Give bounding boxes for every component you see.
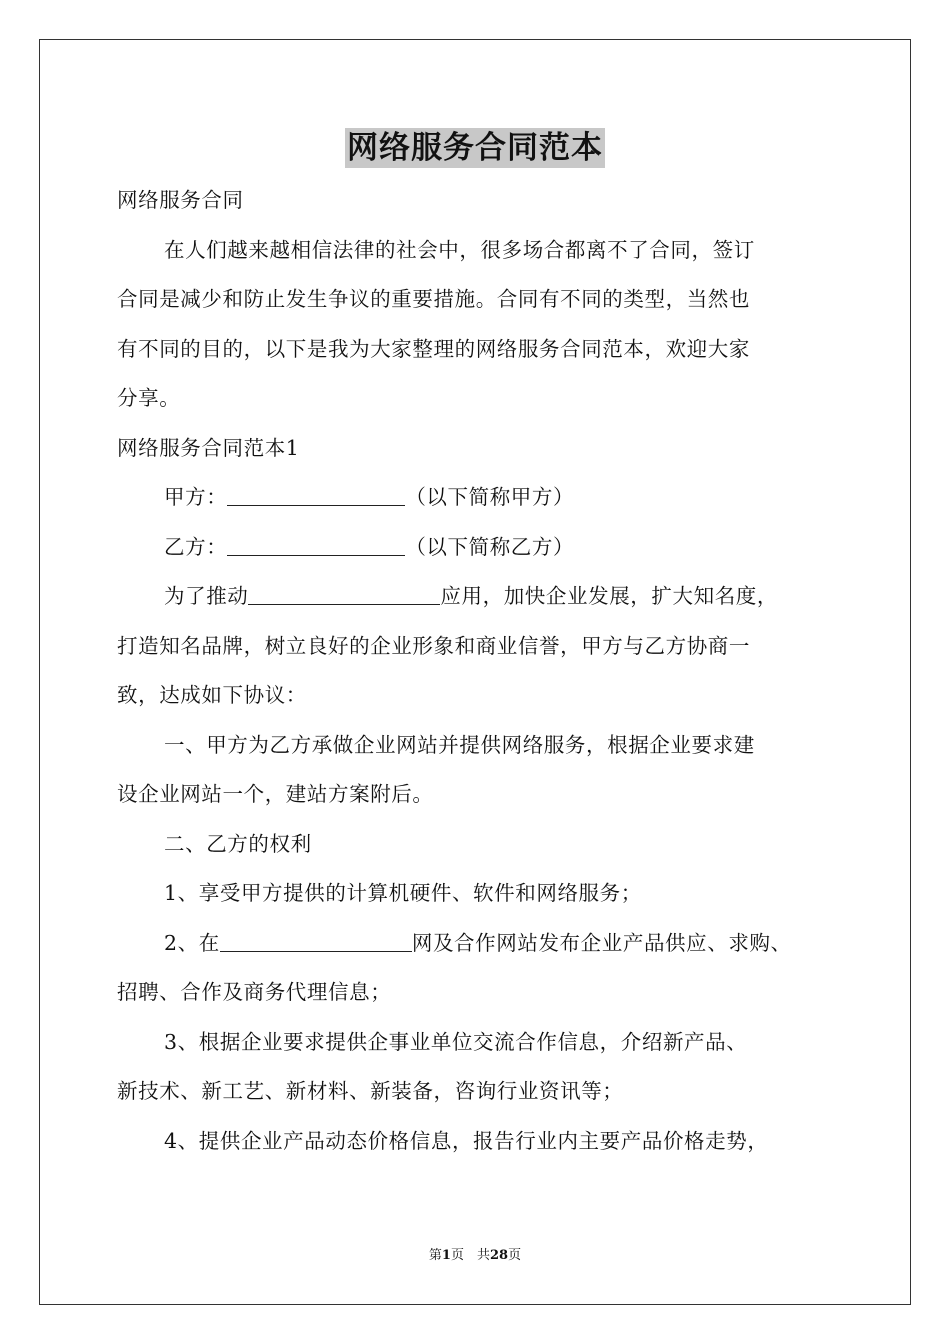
paragraph-line: 设企业网站一个，建站方案附后。 — [117, 782, 434, 806]
paragraph-line — [117, 572, 837, 622]
application-blank — [248, 582, 440, 605]
party-b-line — [117, 523, 837, 573]
paragraph-line: 致，达成如下协议： — [117, 683, 307, 707]
party-b-blank — [227, 533, 405, 556]
total-page-count: 28 — [489, 1248, 509, 1263]
paragraph-line: 分享。 — [117, 386, 181, 410]
paragraph-line: 有不同的目的，以下是我为大家整理的网络服务合同范本，欢迎大家 — [117, 336, 750, 361]
clause-item: 4、提供企业产品动态价格信息，报告行业内主要产品价格走势， — [164, 1128, 769, 1153]
paragraph-line: 新技术、新工艺、新材料、新装备，咨询行业资讯等； — [117, 1079, 624, 1103]
footer-mid: 页 共 — [450, 1248, 490, 1263]
party-a-label: 甲方： — [164, 485, 228, 509]
text-fragment: 为了推动 — [164, 584, 249, 608]
paragraph-line: 打造知名品牌，树立良好的企业形象和商业信誉，甲方与乙方协商一 — [117, 633, 750, 658]
paragraph-line: 合同是减少和防止发生争议的重要措施。合同有不同的类型，当然也 — [117, 287, 750, 311]
title-container — [0, 128, 950, 168]
footer-suffix: 页 — [508, 1248, 522, 1263]
party-b-note: （以下简称乙方） — [405, 534, 575, 559]
party-a-blank — [227, 483, 405, 506]
footer-prefix: 第 — [428, 1248, 442, 1263]
paragraph-line: 招聘、合作及商务代理信息； — [117, 980, 392, 1004]
paragraph-line: 一、甲方为乙方承做企业网站并提供网络服务，根据企业要求建 — [164, 732, 755, 757]
section-heading: 网络服务合同 — [117, 188, 244, 212]
text-fragment: 2、在 — [164, 930, 220, 955]
paragraph-line: 在人们越来越相信法律的社会中，很多场合都离不了合同，签订 — [164, 237, 755, 262]
website-blank — [220, 929, 412, 952]
document-body — [117, 176, 837, 1166]
text-fragment: 应用，加快企业发展，扩大知名度， — [440, 584, 779, 608]
clause-item — [117, 919, 837, 969]
party-a-line — [117, 473, 837, 523]
party-b-label: 乙方： — [164, 534, 228, 559]
clause-heading: 二、乙方的权利 — [164, 831, 312, 856]
document-title: 网络服务合同范本 — [347, 130, 603, 166]
section-heading: 网络服务合同范本1 — [117, 435, 300, 460]
party-a-note: （以下简称甲方） — [405, 485, 575, 509]
page-footer — [0, 1246, 950, 1266]
current-page-number: 1 — [441, 1248, 451, 1263]
clause-item: 1、享受甲方提供的计算机硬件、软件和网络服务； — [164, 881, 642, 905]
clause-item: 3、根据企业要求提供企事业单位交流合作信息，介绍新产品、 — [164, 1029, 748, 1054]
text-fragment: 网及合作网站发布企业产品供应、求购、 — [411, 930, 792, 955]
